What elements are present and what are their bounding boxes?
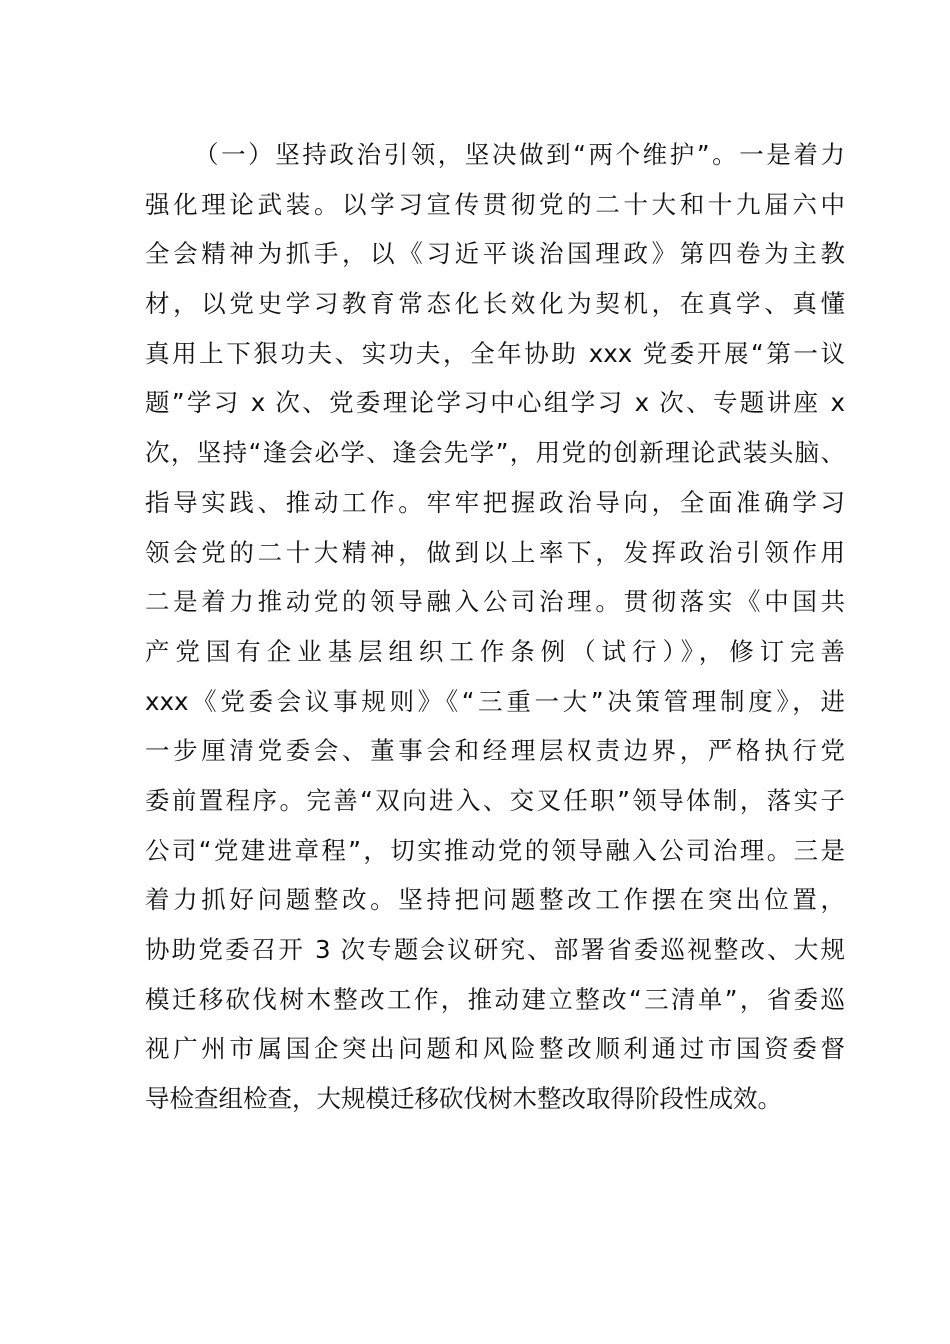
- paragraph-line: 强化理论武装。以学习宣传贯彻党的二十大和十九届六中: [145, 189, 845, 219]
- paragraph-line: 次，坚持“逢会必学、逢会先学”，用党的创新理论武装头脑、: [145, 438, 845, 468]
- paragraph-line: 真用上下狠功夫、实功夫，全年协助 xxx 党委开展“第一议: [145, 338, 845, 368]
- paragraph-line: 协助党委召开 3 次专题会议研究、部署省委巡视整改、大规: [145, 935, 845, 964]
- paragraph-line: 全会精神为抓手，以《习近平谈治国理政》第四卷为主教: [145, 239, 845, 269]
- paragraph-line: 一步厘清党委会、董事会和经理层权责边界，严格执行党: [145, 736, 845, 766]
- paragraph-line: 模迁移砍伐树木整改工作，推动建立整改“三清单”，省委巡: [145, 984, 845, 1014]
- paragraph-line: 二是着力推动党的领导融入公司治理。贯彻落实《中国共: [145, 587, 845, 617]
- paragraph-line: 导检查组检查，大规模迁移砍伐树木整改取得阶段性成效。: [145, 1084, 782, 1114]
- paragraph-line: 材，以党史学习教育常态化长效化为契机，在真学、真懂: [145, 289, 845, 319]
- paragraph-line: 视广州市属国企突出问题和风险整改顺利通过市国资委督: [145, 1034, 845, 1064]
- paragraph-line: 着力抓好问题整改。坚持把问题整改工作摆在突出位置，: [145, 885, 845, 915]
- paragraph-line: （一）坚持政治引领，坚决做到“两个维护”。一是着力: [194, 140, 845, 169]
- paragraph-line: 公司“党建进章程”，切实推动党的领导融入公司治理。三是: [145, 835, 845, 865]
- paragraph-line: 委前置程序。完善“双向进入、交叉任职”领导体制，落实子: [145, 785, 845, 815]
- paragraph-line: 产党国有企业基层组织工作条例（试行）》，修订完善: [145, 636, 845, 666]
- paragraph-line: 题”学习 x 次、党委理论学习中心组学习 x 次、专题讲座 x: [145, 388, 845, 418]
- paragraph-line: xxx《党委会议事规则》《“三重一大”决策管理制度》，进: [145, 686, 845, 716]
- body-paragraph: [145, 130, 845, 1124]
- paragraph-line: 指导实践、推动工作。牢牢把握政治导向，全面准确学习: [145, 487, 845, 517]
- paragraph-line: 领会党的二十大精神，做到以上率下，发挥政治引领作用: [145, 537, 845, 567]
